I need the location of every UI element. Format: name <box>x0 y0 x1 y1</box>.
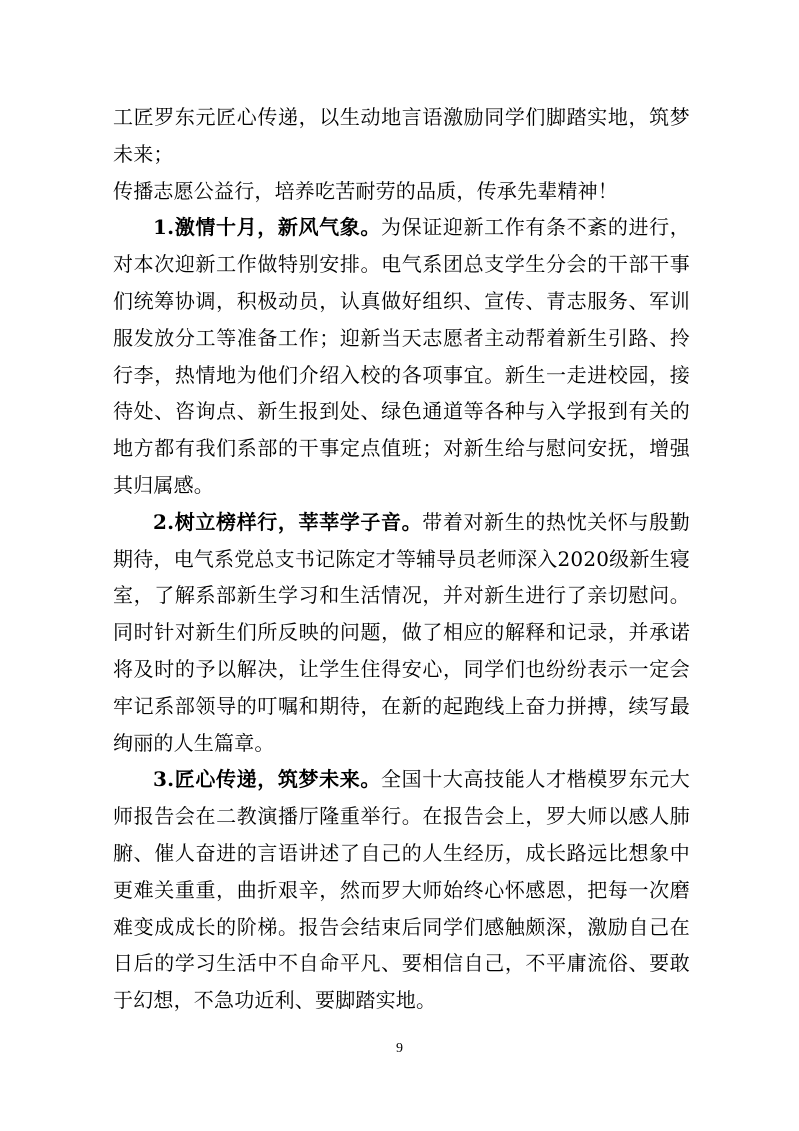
intro-line-1: 工匠罗东元匠心传递，以生动地言语激励同学们脚踏实地，筑梦未来； <box>113 105 690 166</box>
section-1-body: 为保证迎新工作有条不紊的进行，对本次迎新工作做特别安排。电气系团总支学生分会的干部干事们统筹协调，积极动员，认真做好组织、宣传、青志服务、军训服发放分工等准备工作；迎新当天志愿者主动帮着新生引路、拎行李，热情地为他们介绍入校的各项事宜。新生一走进校园，接待处、咨询点、新生报到处、绿色通道等各种与入学报到有关的地方都有我们系部的干事定点值班；对新生给与慰问安抚，增强其归属感。 <box>113 215 691 497</box>
section-2-body: 带着对新生的热忱关怀与殷勤期待，电气系党总支书记陈定才等辅导员老师深入2020级新生寝室，了解系部新生学习和生活情况，并对新生进行了亲切慰问。同时针对新生们所反映的问题，做了相应的解释和记录，并承诺将及时的予以解决，让学生住得安心，同学们也纷纷表示一定会牢记系部领导的叮嘱和期待，在新的起跑线上奋力拼搏，续写最绚丽的人生篇章。 <box>113 509 690 755</box>
page-number: 9 <box>396 1041 403 1056</box>
section-2-heading: 2.树立榜样行，莘莘学子音。 <box>153 509 423 534</box>
section-3-heading: 3.匠心传递，筑梦未来。 <box>153 767 381 792</box>
section-3-paragraph <box>113 761 690 1019</box>
intro-line-2: 传播志愿公益行，培养吃苦耐劳的品质，传承先辈精神！ <box>113 178 618 203</box>
section-2-paragraph <box>113 504 690 762</box>
section-1-paragraph <box>113 209 690 503</box>
section-1-heading: 1.激情十月，新风气象。 <box>153 215 381 240</box>
document-body <box>113 99 690 1019</box>
intro-paragraph <box>113 99 690 209</box>
section-3-body: 全国十大高技能人才楷模罗东元大师报告会在二教演播厅隆重举行。在报告会上，罗大师以感人肺腑、催人奋进的言语讲述了自己的人生经历，成长路远比想象中更难关重重，曲折艰辛，然而罗大师始终心怀感恩，把每一次磨难变成成长的阶梯。报告会结束后同学们感触颇深，激励自己在日后的学习生活中不自命平凡、要相信自己，不平庸流俗、要敢于幻想，不急功近利、要脚踏实地。 <box>113 767 691 1013</box>
